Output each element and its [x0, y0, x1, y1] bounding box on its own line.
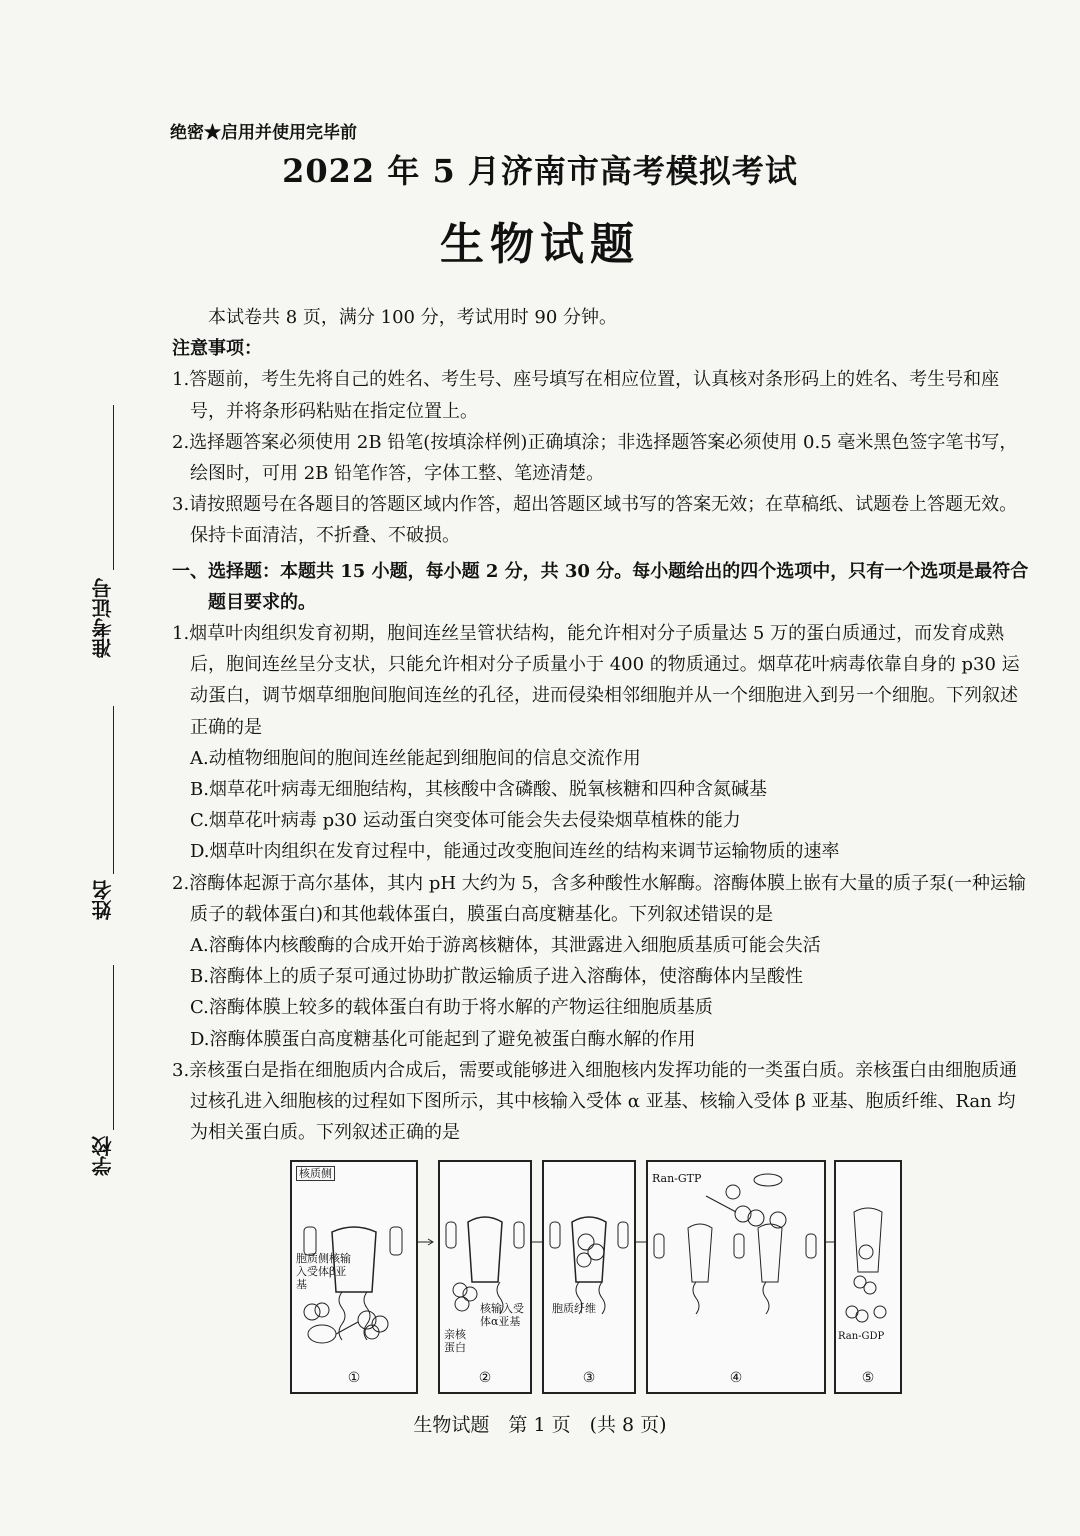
- nucleus-side-label: 核质侧: [296, 1166, 335, 1181]
- question-option: A.动植物细胞间的胞间连丝能起到细胞间的信息交流作用: [190, 747, 641, 769]
- figure-panel-1: [290, 1160, 418, 1394]
- arrow-icon: [416, 1238, 436, 1246]
- panel-number: ③: [582, 1370, 596, 1386]
- figure-panel-5: [834, 1160, 902, 1394]
- karyophilic-protein-label: 亲核蛋白: [444, 1328, 466, 1354]
- notice-item: 1.答题前，考生先将自己的姓名、考生号、座号填写在相应位置，认真核对条形码上的姓名、考生号和座号，并将条形码粘贴在指定位置上。: [172, 369, 1000, 422]
- subject-title: 生物试题: [440, 219, 640, 270]
- exam-title: 2022 年 5 月济南市高考模拟考试: [282, 152, 798, 190]
- question-stem: 1.烟草叶肉组织发育初期，胞间连丝呈管状结构，能允许相对分子质量达 5 万的蛋白质通过，而发育成熟后，胞间连丝呈分支状，只能允许相对分子质量小于 400 的物质通过。烟草花叶病毒依靠自身的 p30 运动蛋白，调节烟草细胞间胞间连丝的孔径，进而侵染相邻细胞并从一个细胞进入到另一个细胞。下列叙述正确的是: [172, 623, 1020, 738]
- question-stem: 3.亲核蛋白是指在细胞质内合成后，需要或能够进入细胞核内发挥功能的一类蛋白质。亲核蛋白由细胞质通过核孔进入细胞核的过程如下图所示，其中核输入受体 α 亚基、核输入受体 β 亚基、胞质纤维、Ran 均为相关蛋白质。下列叙述正确的是: [172, 1059, 1018, 1144]
- margin-line: [113, 706, 114, 874]
- margin-label-school: 学校: [91, 1136, 115, 1176]
- margin-line: [113, 965, 114, 1130]
- confidential-mark: 绝密★启用并使用完毕前: [170, 123, 357, 143]
- nuclear-import-figure: [290, 1160, 900, 1392]
- margin-label-exam-id: 准考证号: [91, 578, 115, 658]
- panel-1-drawing: [292, 1162, 416, 1392]
- beta-subunit-label: 胞质侧核输入受体β亚基: [296, 1252, 351, 1291]
- exam-intro: 本试卷共 8 页，满分 100 分，考试用时 90 分钟。: [208, 307, 618, 328]
- question-option: C.溶酶体膜上较多的载体蛋白有助于将水解的产物运往细胞质基质: [190, 997, 713, 1019]
- panel-number: ⑤: [861, 1370, 875, 1386]
- cytoplasmic-fiber-label: 胞质纤维: [552, 1302, 596, 1315]
- panel-number: ④: [729, 1370, 743, 1386]
- notice-item: 3.请按照题号在各题目的答题区域内作答，超出答题区域书写的答案无效；在草稿纸、试题卷上答题无效。保持卡面清洁，不折叠、不破损。: [172, 494, 1018, 547]
- page-footer: 生物试题 第 1 页 (共 8 页): [413, 1414, 667, 1436]
- question-option: C.烟草花叶病毒 p30 运动蛋白突变体可能会失去侵染烟草植株的能力: [190, 810, 741, 832]
- figure-panel-3: [542, 1160, 636, 1394]
- margin-label-name: 姓名: [91, 880, 115, 920]
- panel-5-drawing: [836, 1162, 900, 1392]
- question-option: A.溶酶体内核酸酶的合成开始于游离核糖体，其泄露进入细胞质基质可能会失活: [190, 935, 821, 957]
- ran-gtp-label: Ran-GTP: [652, 1172, 702, 1185]
- panel-number: ②: [478, 1370, 492, 1386]
- panel-number: ①: [347, 1370, 361, 1386]
- alpha-subunit-label: 核输入受体α亚基: [480, 1302, 524, 1328]
- figure-panel-4: [646, 1160, 826, 1394]
- question-option: B.烟草花叶病毒无细胞结构，其核酸中含磷酸、脱氧核糖和四种含氮碱基: [190, 779, 767, 801]
- question-option: B.溶酶体上的质子泵可通过协助扩散运输质子进入溶酶体，使溶酶体内呈酸性: [190, 966, 803, 988]
- panel-3-drawing: [544, 1162, 634, 1392]
- question-option: D.溶酶体膜蛋白高度糖基化可能起到了避免被蛋白酶水解的作用: [190, 1028, 696, 1050]
- notice-heading: 注意事项：: [172, 338, 262, 360]
- panel-4-drawing: [648, 1162, 824, 1392]
- section-heading: 一、选择题：本题共 15 小题，每小题 2 分，共 30 分。每小题给出的四个选项中，只有一个选项是最符合题目要求的。: [172, 560, 1029, 613]
- margin-line: [113, 405, 114, 570]
- ran-gdp-label: Ran-GDP: [838, 1331, 885, 1342]
- notice-item: 2.选择题答案必须使用 2B 铅笔(按填涂样例)正确填涂；非选择题答案必须使用 0.5 毫米黑色签字笔书写，绘图时，可用 2B 铅笔作答，字体工整、笔迹清楚。: [172, 431, 1018, 485]
- question-option: D.烟草叶肉组织在发育过程中，能通过改变胞间连丝的结构来调节运输物质的速率: [190, 841, 840, 863]
- exam-content: [172, 302, 1032, 1148]
- figure-panel-2: [438, 1160, 532, 1394]
- question-stem: 2.溶酶体起源于高尔基体，其内 pH 大约为 5，含多种酸性水解酶。溶酶体膜上嵌有大量的质子泵(一种运输质子的载体蛋白)和其他载体蛋白，膜蛋白高度糖基化。下列叙述错误的是: [172, 872, 1027, 925]
- panel-2-drawing: [440, 1162, 530, 1392]
